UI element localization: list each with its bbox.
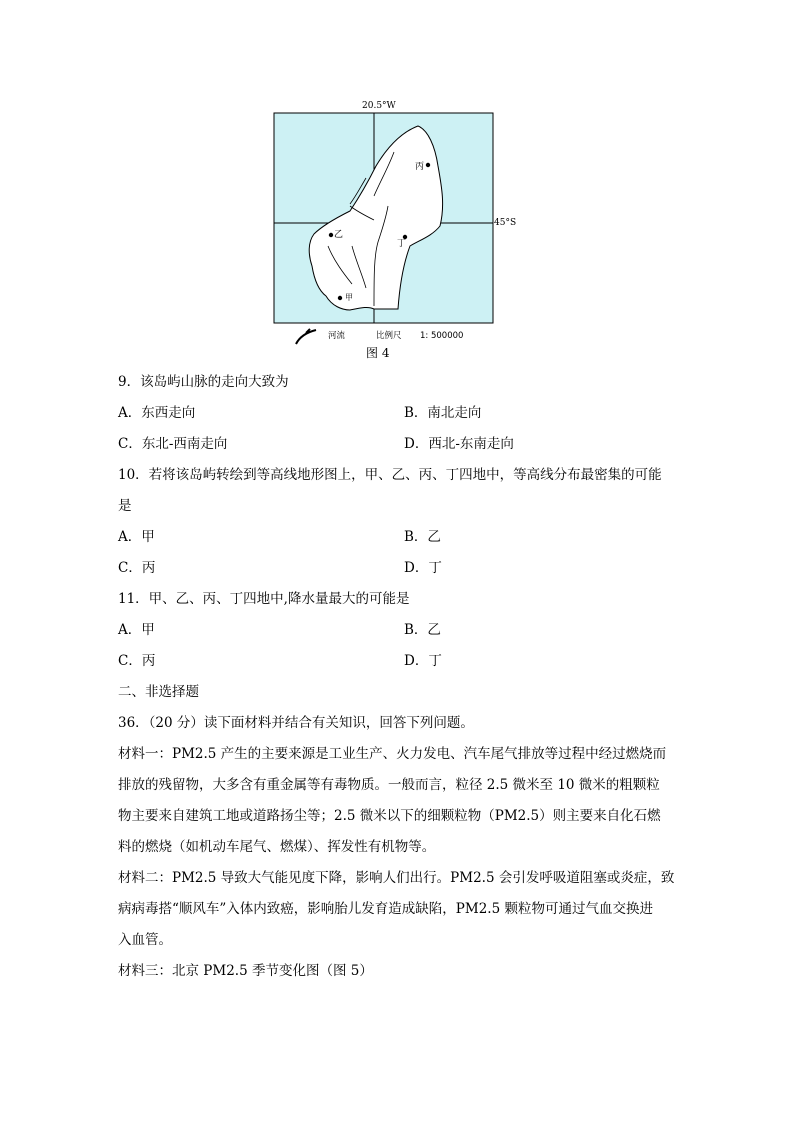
section-title: 二、非选择题 — [118, 684, 199, 700]
legend-river-label: 河流 — [328, 331, 346, 341]
latitude-label: 45°S — [494, 218, 517, 228]
material-1-line: 排放的残留物，大多含有重金属等有毒物质。一般而言，粒径 2.5 微米至 10 微米的粗颗粒 — [118, 777, 660, 793]
question-9-option-c[interactable]: C．东北-西南走向 — [118, 436, 228, 452]
material-1-line: 物主要来自建筑工地或道路扬尘等；2.5 微米以下的细颗粒物（PM2.5）则主要来自化石燃 — [118, 808, 661, 824]
island-map-figure — [270, 96, 520, 362]
question-10-option-b[interactable]: B．乙 — [404, 529, 441, 545]
longitude-label: 20.5°W — [362, 101, 396, 111]
question-11-option-b[interactable]: B．乙 — [404, 622, 441, 638]
material-2-line: 材料二：PM2.5 导致大气能见度下降，影响人们出行。PM2.5 会引发呼吸道阻塞或炎症，致 — [118, 870, 675, 886]
river-legend-icon — [296, 329, 316, 344]
question-36-stem: 36．（20 分）读下面材料并结合有关知识，回答下列问题。 — [118, 715, 474, 731]
question-9-options-row — [118, 429, 678, 460]
question-10-stem: 10．若将该岛屿转绘到等高线地形图上，甲、乙、丙、丁四地中，等高线分布最密集的可能 — [118, 467, 662, 483]
label-yi: 乙 — [334, 230, 344, 240]
scale-value: 1: 500000 — [420, 331, 464, 341]
material-3-line: 材料三：北京 PM2.5 季节变化图（图 5） — [118, 963, 373, 979]
point-bing — [426, 163, 430, 167]
label-jia: 甲 — [345, 293, 353, 302]
question-11-option-c[interactable]: C．丙 — [118, 653, 156, 669]
island-map — [270, 96, 520, 362]
figure-caption: 图 4 — [366, 346, 390, 360]
material-2-line: 病病毒搭“顺风车”入体内致癌，影响胎儿发育造成缺陷，PM2.5 颗粒物可通过气血交换进 — [118, 901, 653, 917]
material-2-line: 入血管。 — [118, 932, 172, 948]
question-9-option-a[interactable]: A．东西走向 — [118, 405, 196, 421]
material-1-line: 材料一：PM2.5 产生的主要来源是工业生产、火力发电、汽车尾气排放等过程中经过燃烧而 — [118, 746, 667, 762]
question-9-option-d[interactable]: D．西北-东南走向 — [404, 436, 514, 452]
question-11-options-row — [118, 646, 678, 677]
scale-label: 比例尺 — [376, 331, 402, 341]
question-9-option-b[interactable]: B．南北走向 — [404, 405, 482, 421]
question-11-option-d[interactable]: D．丁 — [404, 653, 442, 669]
question-9-stem: 9．该岛屿山脉的走向大致为 — [118, 374, 289, 390]
point-jia — [338, 296, 342, 300]
question-10-option-d[interactable]: D．丁 — [404, 560, 442, 576]
question-10-option-c[interactable]: C．丙 — [118, 560, 156, 576]
question-9-options-row — [118, 398, 678, 429]
label-bing: 丙 — [415, 162, 425, 172]
point-yi — [329, 233, 333, 237]
material-1-line: 料的燃烧（如机动车尾气、燃煤）、挥发性有机物等。 — [118, 839, 436, 855]
question-10-stem-cont: 是 — [118, 498, 132, 514]
question-text — [118, 367, 678, 987]
question-10-options-row — [118, 522, 678, 553]
question-10-options-row — [118, 553, 678, 584]
label-ding: 丁 — [397, 239, 407, 249]
question-10-option-a[interactable]: A．甲 — [118, 529, 155, 545]
question-11-stem: 11．甲、乙、丙、丁四地中,降水量最大的可能是 — [118, 591, 410, 607]
question-11-options-row — [118, 615, 678, 646]
question-11-option-a[interactable]: A．甲 — [118, 622, 155, 638]
